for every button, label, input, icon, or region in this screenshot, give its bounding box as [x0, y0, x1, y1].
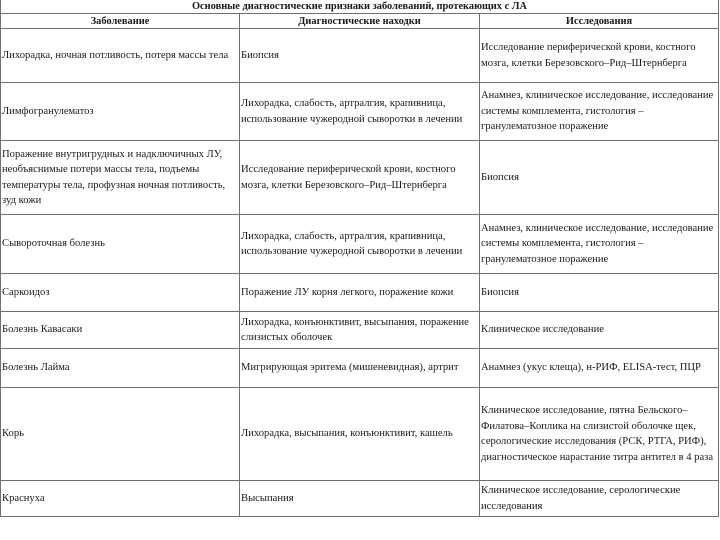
cell-findings: Лихорадка, высыпания, конъюнктивит, кашель: [240, 388, 480, 481]
cell-disease: Лихорадка, ночная потливость, потеря массы тела: [1, 29, 240, 83]
table-row: [1, 274, 719, 312]
table-header-row: [1, 14, 719, 29]
cell-findings: Биопсия: [240, 29, 480, 83]
table-row: [1, 83, 719, 141]
cell-studies: Анамнез, клиническое исследование, исследование системы комплемента, гистология – гранулематозное поражение: [480, 215, 719, 274]
cell-findings: Лихорадка, конъюнктивит, высыпания, поражение слизистых оболочек: [240, 312, 480, 349]
table-row: [1, 388, 719, 481]
cell-studies: Биопсия: [480, 141, 719, 215]
cell-studies: Биопсия: [480, 274, 719, 312]
cell-disease: Саркоидоз: [1, 274, 240, 312]
cell-disease: Лимфогранулематоз: [1, 83, 240, 141]
cell-findings: Лихорадка, слабость, артралгия, крапивница, использование чужеродной сыворотки в лечении: [240, 215, 480, 274]
cell-findings: Лихорадка, слабость, артралгия, крапивница, использование чужеродной сыворотки в лечении: [240, 83, 480, 141]
column-header-disease: Заболевание: [1, 14, 240, 29]
cell-findings: Мигрирующая эритема (мишеневидная), артрит: [240, 349, 480, 388]
table-title-row: [1, 0, 719, 14]
cell-disease: Болезнь Лайма: [1, 349, 240, 388]
cell-findings: Поражение ЛУ корня легкого, поражение кожи: [240, 274, 480, 312]
table-row: [1, 141, 719, 215]
column-header-studies: Исследования: [480, 14, 719, 29]
cell-disease: Краснуха: [1, 481, 240, 517]
column-header-findings: Диагностические находки: [240, 14, 480, 29]
table-row: [1, 481, 719, 517]
cell-disease: Сывороточная болезнь: [1, 215, 240, 274]
cell-studies: Клиническое исследование: [480, 312, 719, 349]
cell-studies: Анамнез (укус клеща), н-РИФ, ELISA-тест, ПЦР: [480, 349, 719, 388]
table-row: [1, 215, 719, 274]
cell-findings: Исследование периферической крови, костного мозга, клетки Березовского–Рид–Штернберга: [240, 141, 480, 215]
table-title: Основные диагностические признаки заболеваний, протекающих с ЛА: [1, 0, 719, 14]
cell-findings: Высыпания: [240, 481, 480, 517]
cell-disease: Болезнь Кавасаки: [1, 312, 240, 349]
cell-studies: Анамнез, клиническое исследование, исследование системы комплемента, гистология – гранулематозное поражение: [480, 83, 719, 141]
cell-studies: Клиническое исследование, пятна Бельского–Филатова–Коплика на слизистой оболочке щек, серологические исследования (РСК, РТГА, РИФ), диагностическое нарастание титра антител в 4 раза: [480, 388, 719, 481]
cell-disease: Поражение внутригрудных и надключичных ЛУ, необъяснимые потери массы тела, подъемы температуры тела, профузная ночная потливость, зуд кожи: [1, 141, 240, 215]
cell-disease: Корь: [1, 388, 240, 481]
cell-studies: Исследование периферической крови, костного мозга, клетки Березовского–Рид–Штернберга: [480, 29, 719, 83]
cell-studies: Клиническое исследование, серологические исследования: [480, 481, 719, 517]
table-row: [1, 29, 719, 83]
table-row: [1, 349, 719, 388]
table-row: [1, 312, 719, 349]
